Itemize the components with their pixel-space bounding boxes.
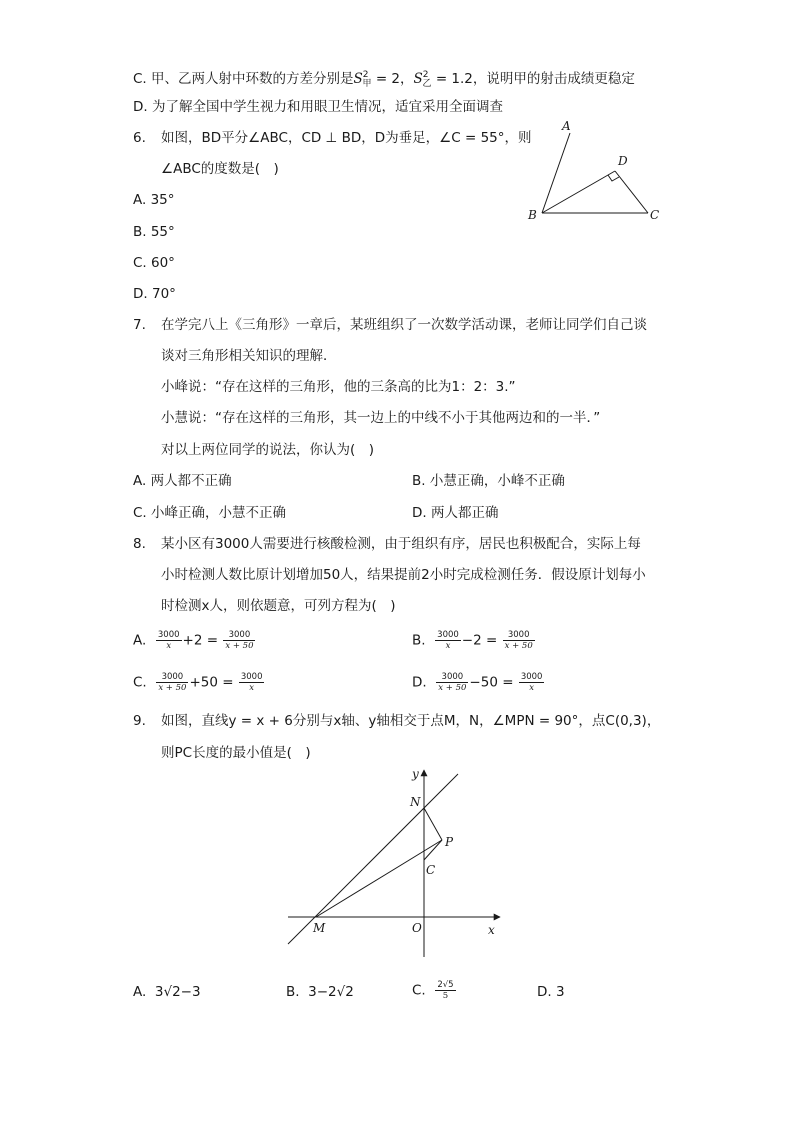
q9-stem-line1: 如图，直线y = x + 6分别与x轴、y轴相交于点M，N，∠MPN = 90°，点C(0,3)， [161, 713, 661, 729]
q7-option-d[interactable]: D. 两人都正确 [412, 505, 499, 521]
q7-option-b[interactable]: B. 小慧正确，小峰不正确 [412, 473, 565, 489]
q9-number: 9. [133, 713, 146, 729]
q7-stem-line2: 谈对三角形相关知识的理解． [161, 348, 337, 364]
q6-number: 6. [133, 130, 146, 146]
q6-ray-ba [542, 133, 570, 213]
q9-segment-mp [316, 840, 442, 917]
q7-stem-line5: 对以上两位同学的说法，你认为( ) [161, 442, 375, 458]
q9-segment-np [424, 808, 442, 840]
q6-stem-line2: ∠ABC的度数是( ) [161, 161, 279, 177]
q8-b-lhs-fraction: $\frac{3000}{x}$ [437, 630, 459, 651]
q7-number: 7. [133, 317, 146, 333]
q9-label-o: O [412, 921, 422, 935]
q9-option-d[interactable]: D. 3 [537, 984, 565, 1000]
q8-option-a[interactable]: A. $\frac{3000}{x}$ +2 = $\frac{3000}{x + 50}$ [133, 630, 254, 651]
q6-label-a: A [562, 119, 571, 133]
q9-label-m: M [313, 921, 326, 935]
q9-c-fraction: $\frac{2√5}{5}$ [437, 980, 454, 1001]
q9-figure [280, 762, 510, 962]
q6-label-c: C [650, 208, 660, 222]
q8-d-rhs-fraction: $\frac{3000}{x}$ [520, 672, 543, 693]
q9-label-p: P [445, 835, 454, 849]
q6-segment-bd [542, 171, 615, 213]
q9-label-y: y [412, 767, 419, 781]
q6-option-d[interactable]: D. 70° [133, 286, 176, 302]
q9-option-b[interactable]: B. 3−2√2 [286, 984, 354, 1000]
q9-label-n: N [410, 795, 421, 809]
option-d-prev: D. 为了解全国中学生视力和用眼卫生情况，适宜采用全面调查 [133, 99, 503, 115]
q7-option-c[interactable]: C. 小峰正确，小慧不正确 [133, 505, 287, 521]
q8-a-lhs-fraction: $\frac{3000}{x}$ [157, 630, 180, 651]
q9-label-x: x [488, 923, 495, 937]
q9-option-c[interactable]: C. $\frac{2√5}{5}$ [412, 980, 454, 1001]
q6-segment-dc [615, 171, 648, 213]
q6-stem-line1: 如图，BD平分∠ABC，CD ⊥ BD，D为垂足，∠C = 55°，则 [161, 130, 532, 146]
q7-stem-line4: 小慧说：“存在这样的三角形，其一边上的中线不小于其他两边和的一半．” [161, 410, 601, 426]
q9-segment-pc [424, 840, 442, 860]
q6-label-b: B [528, 208, 537, 222]
q9-label-c: C [426, 863, 436, 877]
q8-stem-line3: 时检测x人，则依题意，可列方程为( ) [161, 598, 396, 614]
q9-line-mn [288, 774, 458, 944]
q6-right-angle-mark [608, 175, 619, 181]
q6-option-b[interactable]: B. 55° [133, 224, 175, 240]
q6-option-c[interactable]: C. 60° [133, 255, 175, 271]
q9-stem-line2: 则PC长度的最小值是( ) [161, 745, 311, 761]
q8-b-rhs-fraction: $\frac{3000}{x + 50}$ [504, 630, 533, 651]
q6-figure [520, 115, 670, 230]
q9-option-a[interactable]: A. 3√2−3 [133, 984, 201, 1000]
q8-a-rhs-fraction: $\frac{3000}{x + 50}$ [225, 630, 254, 651]
q8-option-c[interactable]: C. $\frac{3000}{x + 50}$ +50 = $\frac{3000}{x}$ [133, 672, 263, 693]
q6-label-d: D [618, 154, 628, 168]
option-c-prev: C. 甲、乙两人射中环数的方差分别是$S^2_甲 = 2$，$S^2_乙 = 1.2$，说明甲的射击成绩更稳定 [133, 70, 635, 89]
q6-option-a[interactable]: A. 35° [133, 192, 175, 208]
q7-option-a[interactable]: A. 两人都不正确 [133, 473, 232, 489]
q7-stem-line3: 小峰说：“存在这样的三角形，他的三条高的比为1：2：3.” [161, 379, 516, 395]
q8-stem-line2: 小时检测人数比原计划增加50人，结果提前2小时完成检测任务．假设原计划每小 [161, 567, 646, 583]
q7-stem-line1: 在学完八上《三角形》一章后，某班组织了一次数学活动课，老师让同学们自己谈 [161, 317, 647, 333]
q8-c-rhs-fraction: $\frac{3000}{x}$ [240, 672, 263, 693]
q8-option-b[interactable]: B. $\frac{3000}{x}$ −2 = $\frac{3000}{x + 50}$ [412, 630, 533, 651]
q8-option-d[interactable]: D. $\frac{3000}{x + 50}$ −50 = $\frac{3000}{x}$ [412, 672, 543, 693]
q8-c-lhs-fraction: $\frac{3000}{x + 50}$ [158, 672, 187, 693]
q8-number: 8. [133, 536, 146, 552]
q8-stem-line1: 某小区有3000人需要进行核酸检测，由于组织有序，居民也积极配合，实际上每 [161, 536, 641, 552]
q8-d-lhs-fraction: $\frac{3000}{x + 50}$ [438, 672, 467, 693]
